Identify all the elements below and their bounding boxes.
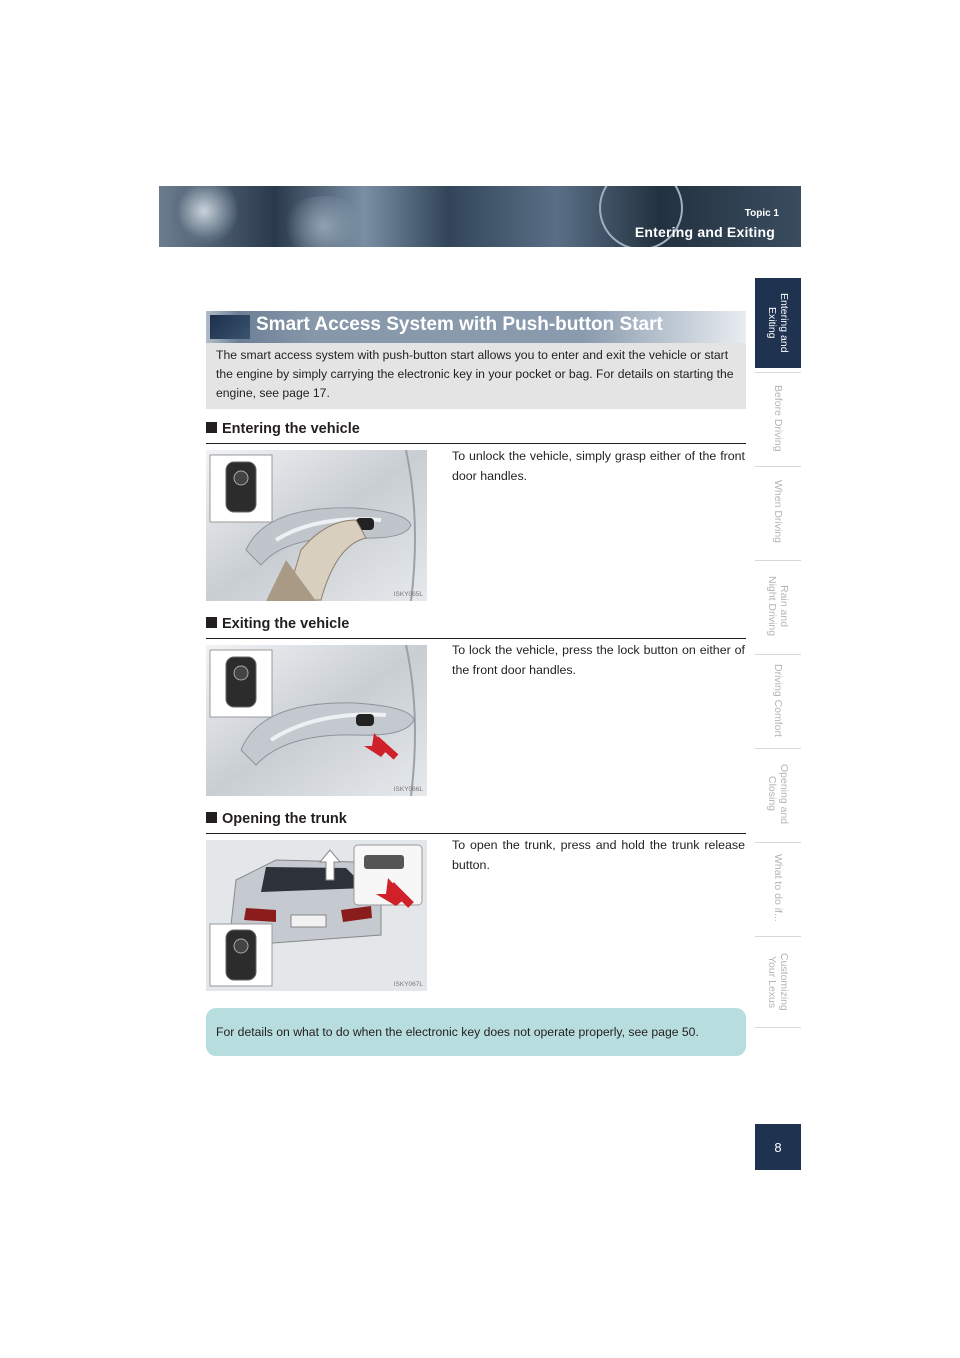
topic-label: Topic 1 xyxy=(744,208,779,219)
tab-before-driving[interactable] xyxy=(755,372,801,463)
square-bullet-icon xyxy=(206,812,217,823)
tab-what-to-do-if[interactable] xyxy=(755,842,801,933)
tab-entering-and-exiting[interactable] xyxy=(755,278,801,368)
square-bullet-icon xyxy=(206,422,217,433)
subsection-text-trunk: To open the trunk, press and hold the trunk release button. xyxy=(452,838,745,872)
trunk-release-image xyxy=(206,840,427,991)
tab-opening-and-closing[interactable] xyxy=(755,748,801,839)
header-banner xyxy=(159,186,801,247)
subsection-title-trunk: Opening the trunk xyxy=(206,811,347,827)
tab-label: Before Driving xyxy=(772,384,784,452)
tab-label: Entering and Exiting xyxy=(766,293,790,353)
tab-label: Driving Comfort xyxy=(772,663,784,737)
page-number: 8 xyxy=(755,1124,801,1170)
section-badge xyxy=(210,315,250,339)
intro-text: The smart access system with push-button start allows you to enter and exit the vehicle or start the engine by simply carrying the electronic key in your pocket or bag. For details on starting the engine, see page 17. xyxy=(216,348,734,400)
door-handle-grasp-image xyxy=(206,450,427,601)
image-caption: ISKY067L xyxy=(393,981,423,988)
tab-label: When Driving xyxy=(772,480,784,544)
image-caption: ISKY066L xyxy=(393,786,423,793)
divider xyxy=(206,443,746,444)
subsection-text-exiting: To lock the vehicle, press the lock button on either of the front door handles. xyxy=(452,643,745,677)
subsection-title-exiting: Exiting the vehicle xyxy=(206,616,349,632)
note-text: For details on what to do when the electronic key does not operate properly, see page 50. xyxy=(216,1025,699,1039)
tab-label: Rain and Night Driving xyxy=(766,575,790,637)
section-header xyxy=(206,311,746,343)
page-title: Entering and Exiting xyxy=(634,224,775,240)
door-handle-lock-button-image xyxy=(206,645,427,796)
tab-customizing-your-lexus[interactable] xyxy=(755,936,801,1028)
divider xyxy=(206,638,746,639)
divider xyxy=(206,833,746,834)
subsection-text-entering: To unlock the vehicle, simply grasp either of the front door handles. xyxy=(452,449,745,483)
tab-label: Opening and Closing xyxy=(766,763,790,825)
note-box xyxy=(206,1008,746,1056)
tab-rain-and-night-driving[interactable] xyxy=(755,560,801,651)
image-caption: ISKY065L xyxy=(393,591,423,598)
tab-label: What to do if... xyxy=(772,854,784,922)
subsection-title-entering: Entering the vehicle xyxy=(206,421,360,437)
tab-when-driving[interactable] xyxy=(755,466,801,557)
intro-box xyxy=(206,343,746,409)
section-title: Smart Access System with Push-button Start xyxy=(256,314,663,335)
tab-driving-comfort[interactable] xyxy=(755,654,801,745)
tab-label: Customizing Your Lexus xyxy=(766,953,790,1011)
square-bullet-icon xyxy=(206,617,217,628)
